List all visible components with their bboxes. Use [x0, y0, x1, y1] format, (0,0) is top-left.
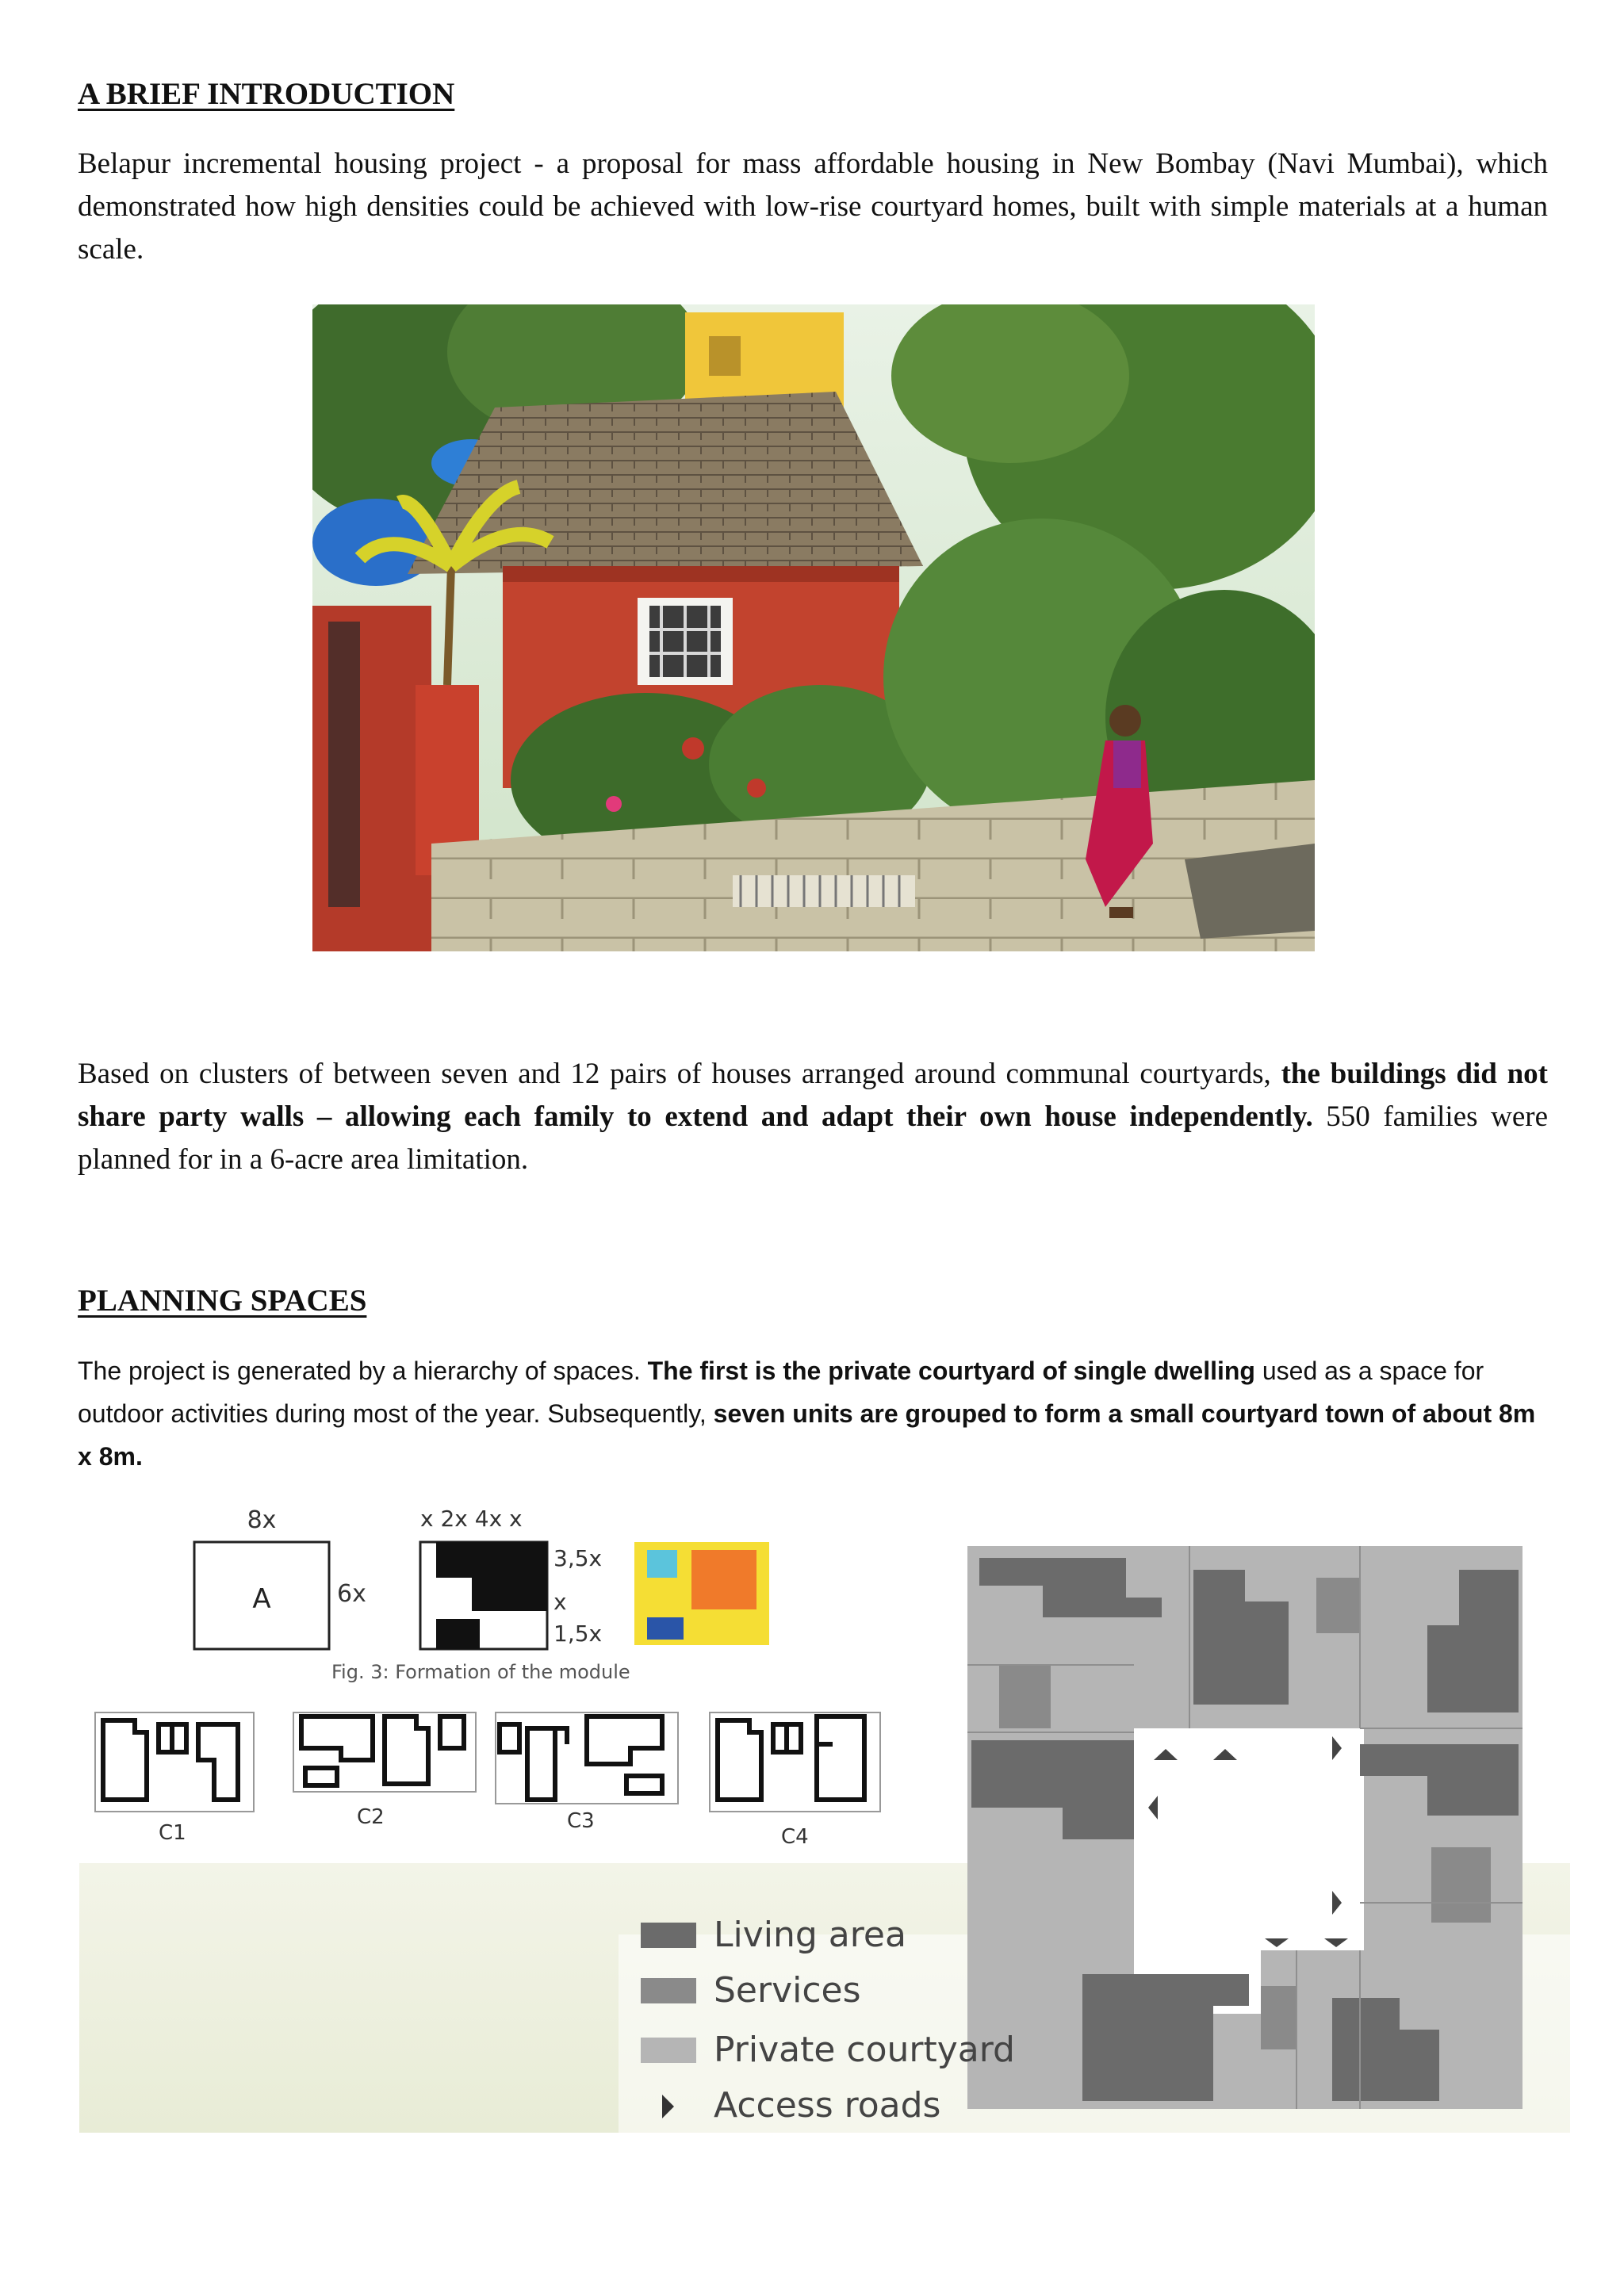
module-dim-35: 3,5x	[553, 1545, 603, 1571]
intro-paragraph: Belapur incremental housing project - a proposal for mass affordable housing in New Bombay (Navi Mumbai), which demonstrated how high densities could be achieved with low-rise courtyard homes, built with simple materials at a human scale.	[78, 147, 1548, 266]
cluster-c1	[95, 1712, 254, 1812]
module-solid-box	[420, 1506, 602, 1649]
legend-courtyard-swatch	[641, 2038, 696, 2063]
cluster-c2	[293, 1712, 476, 1792]
cluster-label-c4: C4	[781, 1825, 809, 1849]
module-width-label: 8x	[247, 1506, 277, 1534]
planning-heading: PLANNING SPACES	[78, 1284, 367, 1318]
cluster-label-c2: C2	[357, 1805, 385, 1829]
clusters-paragraph	[78, 1053, 1548, 1181]
module-height-label: 6x	[337, 1580, 366, 1608]
legend-living-label: Living area	[714, 1915, 906, 1955]
planning-text-a: The project is generated by a hierarchy of spaces.	[78, 1357, 648, 1385]
cluster-label-c1: C1	[159, 1821, 186, 1845]
house-photo	[312, 304, 1315, 951]
figure-caption: Fig. 3: Formation of the module	[331, 1661, 630, 1683]
clusters-bold: the buildings did not share party walls – allowing each family to extend and adapt their own house independently.	[78, 1058, 1548, 1133]
cluster-c4	[710, 1712, 880, 1812]
legend-access-label: Access roads	[714, 2085, 941, 2126]
module-color-box	[634, 1542, 769, 1645]
planning-bold-a: The first is the private courtyard of single dwelling	[647, 1357, 1255, 1385]
module-top-dims: x 2x 4x x	[420, 1506, 523, 1532]
cluster-label-c3: C3	[567, 1809, 595, 1833]
legend-courtyard-label: Private courtyard	[714, 2030, 1015, 2070]
legend-services-label: Services	[714, 1970, 861, 2011]
planning-text-b: used as a space for outdoor activities during most of the year. Subsequently,	[78, 1357, 1484, 1428]
clusters-text-b: 550 families were planned for in a 6-acre area limitation.	[78, 1100, 1548, 1176]
module-a-box	[194, 1506, 366, 1649]
site-plan	[967, 1546, 1522, 2109]
module-dim-x: x	[553, 1589, 567, 1615]
cluster-c3	[496, 1712, 678, 1804]
module-letter: A	[252, 1583, 271, 1615]
module-diagram	[79, 1490, 1570, 2141]
legend-services-swatch	[641, 1978, 696, 2003]
planning-paragraph	[78, 1349, 1548, 1478]
legend-living-swatch	[641, 1923, 696, 1948]
clusters-text-a: Based on clusters of between seven and 12 pairs of houses arranged around communal courtyards,	[78, 1058, 1281, 1090]
module-dim-15: 1,5x	[553, 1621, 603, 1647]
planning-bold-b: seven units are grouped to form a small courtyard town of about 8m x 8m.	[78, 1399, 1536, 1471]
intro-heading: A BRIEF INTRODUCTION	[78, 77, 455, 111]
